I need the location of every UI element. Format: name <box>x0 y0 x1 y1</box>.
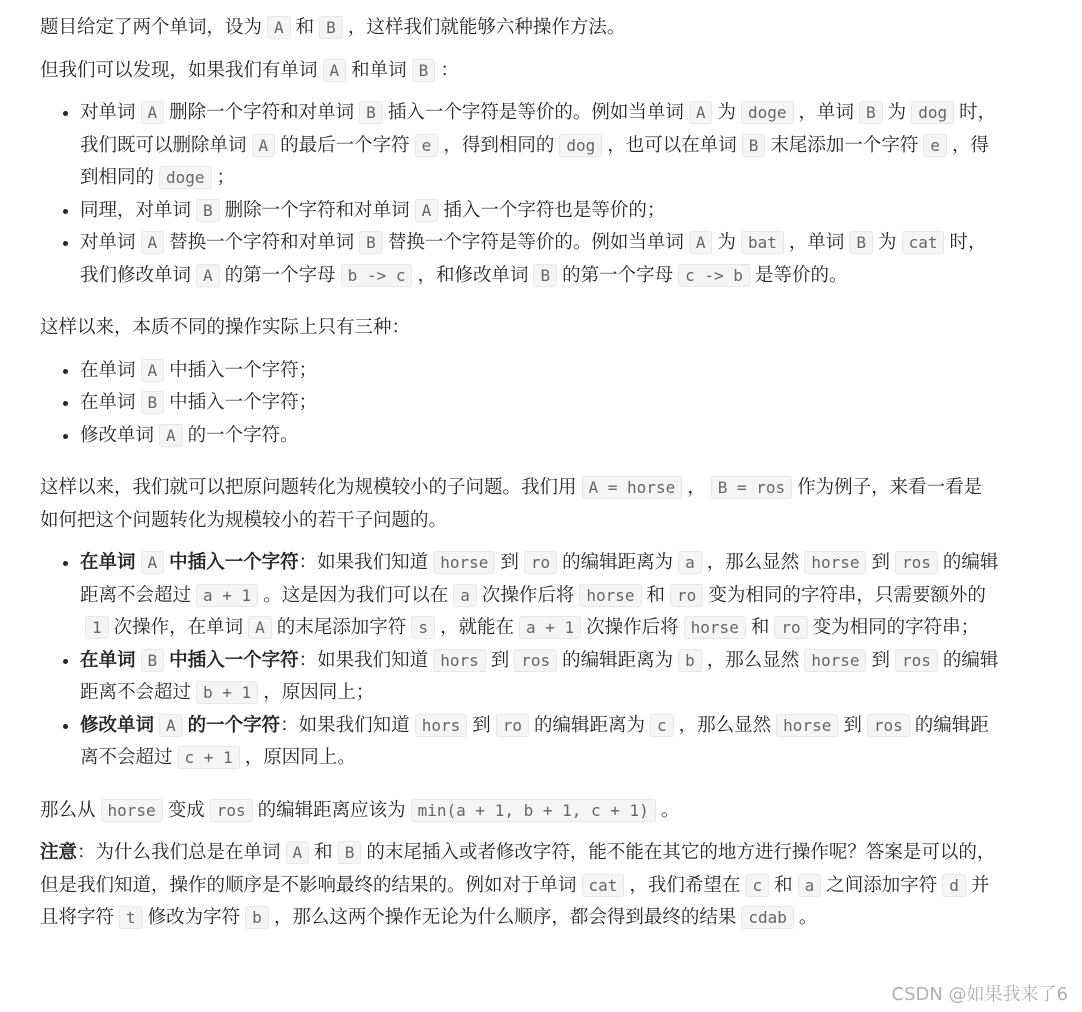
bold-text: 修改单词 <box>80 714 155 736</box>
bold-text: 中插入一个字符 <box>169 649 299 671</box>
text-run: 次操作后将 <box>586 617 679 638</box>
text-run: 那么从 <box>40 799 96 821</box>
text-run: 到 <box>871 649 890 671</box>
inline-code: ros <box>867 714 910 737</box>
inline-code: b <box>678 649 702 672</box>
inline-code: A <box>141 551 165 574</box>
text-run: 同理，对单词 <box>80 199 192 221</box>
text-run: 是等价的。 <box>754 264 848 286</box>
text-run: ，和修改单词 <box>417 264 529 286</box>
text-run: 但我们可以发现，如果我们有单词 <box>40 59 318 81</box>
text-run: 的第一个字母 <box>224 264 336 286</box>
text-run: 变为相同的字符串； <box>812 617 980 638</box>
text-run: 和 <box>646 584 666 606</box>
list-item <box>80 195 1000 228</box>
inline-code: B <box>859 101 883 124</box>
inline-code: horse <box>579 584 641 607</box>
inline-code: A <box>159 424 183 447</box>
text-run: 和 <box>314 842 333 863</box>
text-run: 对单词 <box>80 102 136 123</box>
text-run: 变为相同的字符串，只需要额外的 <box>708 584 986 606</box>
inline-code: ros <box>895 551 938 574</box>
list-item <box>80 420 1000 453</box>
text-run: 插入一个字符也是等价的； <box>443 199 666 221</box>
inline-code: A <box>159 714 183 737</box>
text-run: ，得到相同的 <box>80 134 990 188</box>
inline-code: cat <box>582 874 625 897</box>
inline-code: t <box>119 906 143 929</box>
text-run: 次操作，在单词 <box>113 617 244 638</box>
inline-code: hors <box>415 714 468 737</box>
list-item <box>80 227 1000 292</box>
inline-code: horse <box>804 649 866 672</box>
inline-code: min(a + 1, b + 1, c + 1) <box>411 799 656 822</box>
inline-code: ro <box>524 551 557 574</box>
text-run: 对单词 <box>80 232 136 253</box>
inline-code: A <box>248 616 272 639</box>
inline-code: b -> c <box>341 264 413 287</box>
inline-code: B <box>533 264 557 287</box>
inline-code: horse <box>433 551 495 574</box>
list-item <box>80 387 1000 420</box>
inline-code: A <box>415 199 439 222</box>
inline-code: horse <box>684 616 746 639</box>
inline-code: a + 1 <box>519 616 581 639</box>
inline-code: A <box>267 16 291 39</box>
paragraph <box>40 837 1000 935</box>
text-run: 时，我们修改单词 <box>80 232 987 286</box>
bold-text: 在单词 <box>80 552 136 573</box>
inline-code: a <box>453 584 477 607</box>
text-run: 替换一个字符和对单词 <box>169 232 355 253</box>
text-run: 并且将字符 <box>40 874 990 928</box>
list-item <box>80 645 1000 710</box>
text-run: 为 <box>878 232 897 253</box>
text-run: 在单词 <box>80 359 136 381</box>
inline-code: A <box>252 134 276 157</box>
inline-code: c <box>745 874 769 897</box>
bullet-list <box>40 97 1000 292</box>
paragraph <box>40 55 1000 88</box>
inline-code: a + 1 <box>196 584 258 607</box>
text-run: 的末尾添加字符 <box>276 617 407 638</box>
inline-code: ro <box>774 616 807 639</box>
text-run: 的第一个字母 <box>562 264 674 286</box>
bullet-list <box>40 355 1000 453</box>
text-run: 和单词 <box>351 59 407 81</box>
inline-code: A = horse <box>582 476 683 499</box>
inline-code: B <box>849 231 873 254</box>
inline-code: horse <box>101 799 163 822</box>
inline-code: bat <box>741 231 784 254</box>
text-run: 这样以来，我们就可以把原问题转化为规模较小的子问题。我们用 <box>40 477 577 498</box>
text-run: ，这样我们就能够六种操作方法。 <box>347 17 626 38</box>
text-run: 为 <box>717 102 736 123</box>
inline-code: dog <box>559 134 602 157</box>
text-run: 和 <box>774 874 793 896</box>
text-run: ，单词 <box>788 232 845 253</box>
text-run: 的编辑距离应该为 <box>257 799 406 821</box>
inline-code: cat <box>902 231 945 254</box>
text-run: ，原因同上； <box>263 682 375 703</box>
inline-code: ro <box>496 714 529 737</box>
inline-code: cdab <box>741 906 794 929</box>
inline-code: A <box>689 101 713 124</box>
csdn-watermark: CSDN @如果我来了6 <box>891 984 1068 1005</box>
text-run: ，那么这两个操作无论为什么顺序，都会得到最终的结果 <box>273 907 737 928</box>
text-run: ，单词 <box>798 102 855 123</box>
text-run: ：如果我们知道 <box>280 714 410 736</box>
bold-text: 在单词 <box>80 649 136 671</box>
inline-code: B <box>196 199 220 222</box>
paragraph <box>40 795 1000 828</box>
text-run: 之间添加字符 <box>826 874 938 896</box>
text-run: 的编辑距离为 <box>562 552 674 573</box>
inline-code: c -> b <box>678 264 750 287</box>
inline-code: ros <box>514 649 557 672</box>
text-run: 修改单词 <box>80 424 155 446</box>
text-run: 中插入一个字符； <box>169 359 318 381</box>
list-item <box>80 355 1000 388</box>
text-run: ，那么显然 <box>706 649 800 671</box>
text-run: ： <box>440 59 459 81</box>
text-run: 变成 <box>167 799 205 821</box>
list-item <box>80 710 1000 775</box>
text-run: 这样以来，本质不同的操作实际上只有三种： <box>40 317 411 338</box>
inline-code: A <box>323 59 347 82</box>
text-run: 修改为字符 <box>147 907 241 928</box>
inline-code: A <box>141 101 165 124</box>
inline-code: B <box>141 649 165 672</box>
text-run: 为 <box>887 102 907 123</box>
text-run: 的一个字符。 <box>187 424 299 446</box>
inline-code: B <box>359 101 383 124</box>
inline-code: B <box>412 59 436 82</box>
text-run: 的末尾插入或者修改字符，能不能在其它的地方进行操作呢？答案是可以的，但是我们知道，操作的顺序是不影响最终的结果的。例如对于单词 <box>40 842 996 896</box>
text-run: 到 <box>490 649 510 671</box>
text-run: 替换一个字符是等价的。例如当单词 <box>387 232 684 253</box>
text-run: 和 <box>750 617 770 638</box>
text-run: ，那么显然 <box>706 552 800 573</box>
text-run: 的编辑距离不会超过 <box>80 714 989 768</box>
text-run: 作为例子，来看一看是如何把这个问题转化为规模较小的若干子问题的。 <box>40 477 983 531</box>
text-run: ，我们希望在 <box>629 874 741 896</box>
text-run: 末尾添加一个字符 <box>770 134 919 156</box>
inline-code: b + 1 <box>196 681 258 704</box>
text-run: ：为什么我们总是在单词 <box>77 842 281 863</box>
inline-code: dog <box>911 101 954 124</box>
inline-code: B <box>319 16 343 39</box>
text-run: ； <box>216 167 236 188</box>
paragraph <box>40 472 1000 537</box>
inline-code: 1 <box>85 616 109 639</box>
inline-code: s <box>411 616 435 639</box>
paragraph <box>40 12 1000 45</box>
text-run: 删除一个字符和对单词 <box>224 199 410 221</box>
text-run: 中插入一个字符； <box>169 392 318 413</box>
text-run: 插入一个字符是等价的。例如当单词 <box>387 102 684 123</box>
inline-code: horse <box>804 551 866 574</box>
inline-code: ro <box>670 584 703 607</box>
text-run: 的编辑距离为 <box>534 714 646 736</box>
text-run: 的编辑距离不会超过 <box>80 649 999 703</box>
list-item <box>80 547 1000 645</box>
inline-code: A <box>286 841 310 864</box>
text-run: 的编辑距离为 <box>562 649 674 671</box>
list-item <box>80 97 1000 195</box>
inline-code: a <box>678 551 702 574</box>
inline-code: doge <box>741 101 794 124</box>
text-run: ：如果我们知道 <box>298 552 429 573</box>
text-run: 和 <box>295 17 315 38</box>
inline-code: e <box>923 134 947 157</box>
bold-text: 中插入一个字符 <box>169 552 299 573</box>
text-run: 到 <box>472 714 491 736</box>
text-run: ，也可以在单词 <box>607 134 737 156</box>
inline-code: e <box>415 134 439 157</box>
inline-code: A <box>689 231 713 254</box>
inline-code: b <box>245 906 269 929</box>
inline-code: doge <box>159 166 212 189</box>
text-run: 在单词 <box>80 392 136 413</box>
text-run: 时，我们既可以删除单词 <box>80 102 997 156</box>
inline-code: B <box>338 841 362 864</box>
text-run: ，原因同上。 <box>244 747 356 768</box>
inline-code: hors <box>433 649 486 672</box>
text-run: 。这是因为我们可以在 <box>263 584 449 606</box>
inline-code: d <box>942 874 966 897</box>
text-run: 的编辑距离不会超过 <box>80 552 999 606</box>
bold-text: 注意 <box>40 842 78 863</box>
text-run: ，那么显然 <box>678 714 772 736</box>
inline-code: c <box>650 714 674 737</box>
text-run: 题目给定了两个单词，设为 <box>40 17 263 38</box>
inline-code: B = ros <box>711 476 792 499</box>
text-run: 次操作后将 <box>481 584 575 606</box>
inline-code: ros <box>895 649 938 672</box>
text-run: ，就能在 <box>439 617 514 638</box>
text-run: 到 <box>871 552 890 573</box>
inline-code: B <box>141 391 165 414</box>
text-run: 的最后一个字符 <box>280 134 410 156</box>
paragraph <box>40 312 1000 345</box>
text-run: 到 <box>843 714 862 736</box>
inline-code: c + 1 <box>178 746 240 769</box>
bold-text: 的一个字符 <box>187 714 281 736</box>
text-run: ，得到相同的 <box>443 134 555 156</box>
inline-code: A <box>141 359 165 382</box>
inline-code: B <box>742 134 766 157</box>
inline-code: horse <box>776 714 838 737</box>
inline-code: A <box>141 231 165 254</box>
text-run: 到 <box>500 552 519 573</box>
text-run: 删除一个字符和对单词 <box>169 102 355 123</box>
inline-code: B <box>359 231 383 254</box>
bullet-list <box>40 547 1000 775</box>
text-run: 为 <box>717 232 736 253</box>
text-run: 。 <box>660 799 680 821</box>
text-run: ， <box>687 477 706 498</box>
inline-code: a <box>798 874 822 897</box>
inline-code: ros <box>210 799 253 822</box>
inline-code: A <box>196 264 220 287</box>
text-run: ：如果我们知道 <box>298 649 429 671</box>
article-body <box>40 12 1000 945</box>
text-run: 。 <box>798 907 818 928</box>
